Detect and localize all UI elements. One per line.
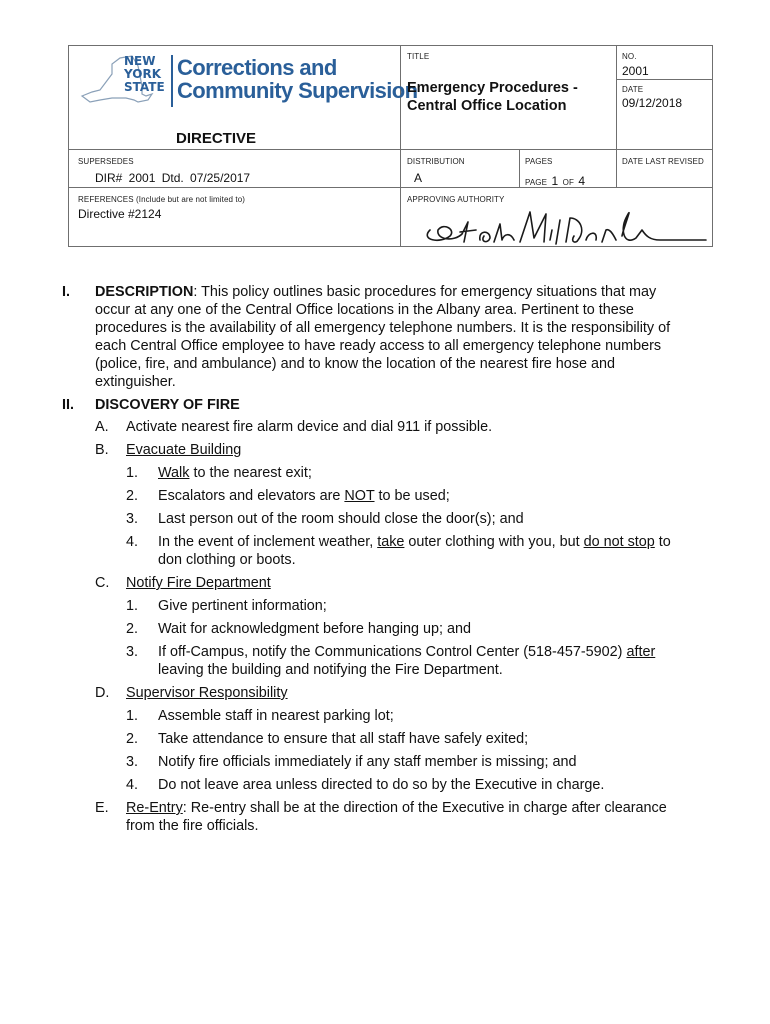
text: to the nearest exit; [189, 465, 312, 481]
text: to [654, 534, 671, 550]
logo-state-line: NEW [124, 54, 156, 68]
description-line: occur at any one of the Central Office locations in the Albany area. Pertinent to these [95, 302, 634, 318]
item-letter: C. [95, 575, 110, 591]
description-line: each Central Office employee to have ready access to all emergency telephone numbers [95, 338, 662, 354]
text: If off-Campus, notify the Communications Control Center (518-457-5902) [158, 644, 627, 660]
distribution-label: DISTRIBUTION [407, 157, 465, 166]
item-letter: B. [95, 442, 109, 458]
pages-label: PAGES [525, 157, 553, 166]
date-label: DATE [622, 85, 644, 94]
step-number: 2. [126, 731, 139, 747]
item-e-text [126, 799, 667, 817]
title-line: Central Office Location [407, 98, 567, 114]
supersedes-value: DIR# 2001 Dtd. 07/25/2017 [95, 171, 251, 185]
step-number: 3. [126, 754, 139, 770]
item-letter: A. [95, 419, 109, 435]
item-c-heading: Notify Fire Department [126, 575, 271, 591]
page-of: OF [562, 178, 574, 187]
no-value: 2001 [622, 64, 649, 78]
supersedes-label: SUPERSEDES [78, 157, 134, 166]
step-text: Last person out of the room should close the door(s); and [158, 511, 524, 527]
step-text: Assemble staff in nearest parking lot; [158, 708, 394, 724]
step-text: Do not leave area unless directed to do so by the Executive in charge. [158, 777, 605, 793]
item-b-heading: Evacuate Building [126, 442, 242, 458]
description-text: : This policy outlines basic procedures for emergency situations that may [193, 284, 657, 300]
description-line: procedures is the availability of all emergency telephone numbers. It is the responsibility of [95, 320, 671, 336]
text: : Re-entry shall be at the direction of the Executive in charge after clearance [182, 800, 667, 816]
emphasis: take [377, 534, 405, 550]
text: In the event of inclement weather, [158, 534, 378, 550]
item-e-text-continued: from the fire officials. [126, 818, 259, 834]
emphasis: NOT [344, 488, 375, 504]
approving-authority-label: APPROVING AUTHORITY [407, 195, 505, 204]
step-number: 1. [126, 465, 139, 481]
step-text: Give pertinent information; [158, 598, 327, 614]
step-number: 3. [126, 511, 139, 527]
logo-divider [171, 55, 173, 107]
step-text [158, 643, 655, 661]
step-text: Notify fire officials immediately if any staff member is missing; and [158, 754, 577, 770]
text: to be used; [374, 488, 450, 504]
item-a-text: Activate nearest fire alarm device and dial 911 if possible. [126, 419, 493, 435]
references-value: Directive #2124 [78, 207, 162, 221]
step-text [158, 533, 671, 551]
emphasis: Walk [158, 465, 190, 481]
no-label: NO. [622, 52, 637, 61]
step-text-continued: don clothing or boots. [158, 552, 296, 568]
step-number: 2. [126, 621, 139, 637]
title-line: Emergency Procedures - [407, 80, 578, 96]
page-prefix: PAGE [525, 178, 548, 187]
logo-agency-line: Community Supervision [177, 78, 418, 103]
section-numeral: I. [62, 284, 70, 300]
emphasis: Re-Entry [126, 800, 183, 816]
item-letter: D. [95, 685, 110, 701]
page-indicator [525, 172, 585, 190]
description-line: (police, fire, and ambulance) and to know the location of the nearest fire hose and [95, 356, 615, 372]
step-text [158, 487, 450, 505]
step-number: 1. [126, 708, 139, 724]
title-label: TITLE [407, 52, 430, 61]
distribution-value: A [414, 171, 423, 185]
section-heading: DISCOVERY OF FIRE [95, 397, 240, 413]
item-d-heading: Supervisor Responsibility [126, 685, 288, 701]
step-number: 1. [126, 598, 139, 614]
references-label: REFERENCES (Include but are not limited to) [78, 195, 246, 204]
date-last-revised-label: DATE LAST REVISED [622, 157, 704, 166]
page-number: 1 [551, 174, 559, 188]
text: Escalators and elevators are [158, 488, 345, 504]
emphasis: after [626, 644, 656, 660]
directive-label: DIRECTIVE [176, 130, 257, 147]
description-heading: DESCRIPTION [95, 284, 194, 300]
logo-agency-line: Corrections and [177, 55, 337, 80]
step-number: 4. [126, 534, 139, 550]
logo-state-line: STATE [124, 80, 165, 94]
logo-state-line: YORK [124, 67, 162, 81]
step-text [158, 464, 312, 482]
step-number: 4. [126, 777, 139, 793]
step-number: 3. [126, 644, 139, 660]
step-text-continued: leaving the building and notifying the Fire Department. [158, 662, 503, 678]
step-text: Wait for acknowledgment before hanging up; and [158, 621, 472, 637]
item-letter: E. [95, 800, 109, 816]
section-numeral: II. [62, 397, 74, 413]
description-line: extinguisher. [95, 374, 176, 390]
signature [410, 200, 710, 250]
step-number: 2. [126, 488, 139, 504]
date-value: 09/12/2018 [622, 96, 683, 110]
description-line [95, 283, 656, 301]
step-text: Take attendance to ensure that all staff have safely exited; [158, 731, 529, 747]
text: outer clothing with you, but [404, 534, 584, 550]
page-total: 4 [578, 174, 586, 188]
emphasis: do not stop [583, 534, 655, 550]
